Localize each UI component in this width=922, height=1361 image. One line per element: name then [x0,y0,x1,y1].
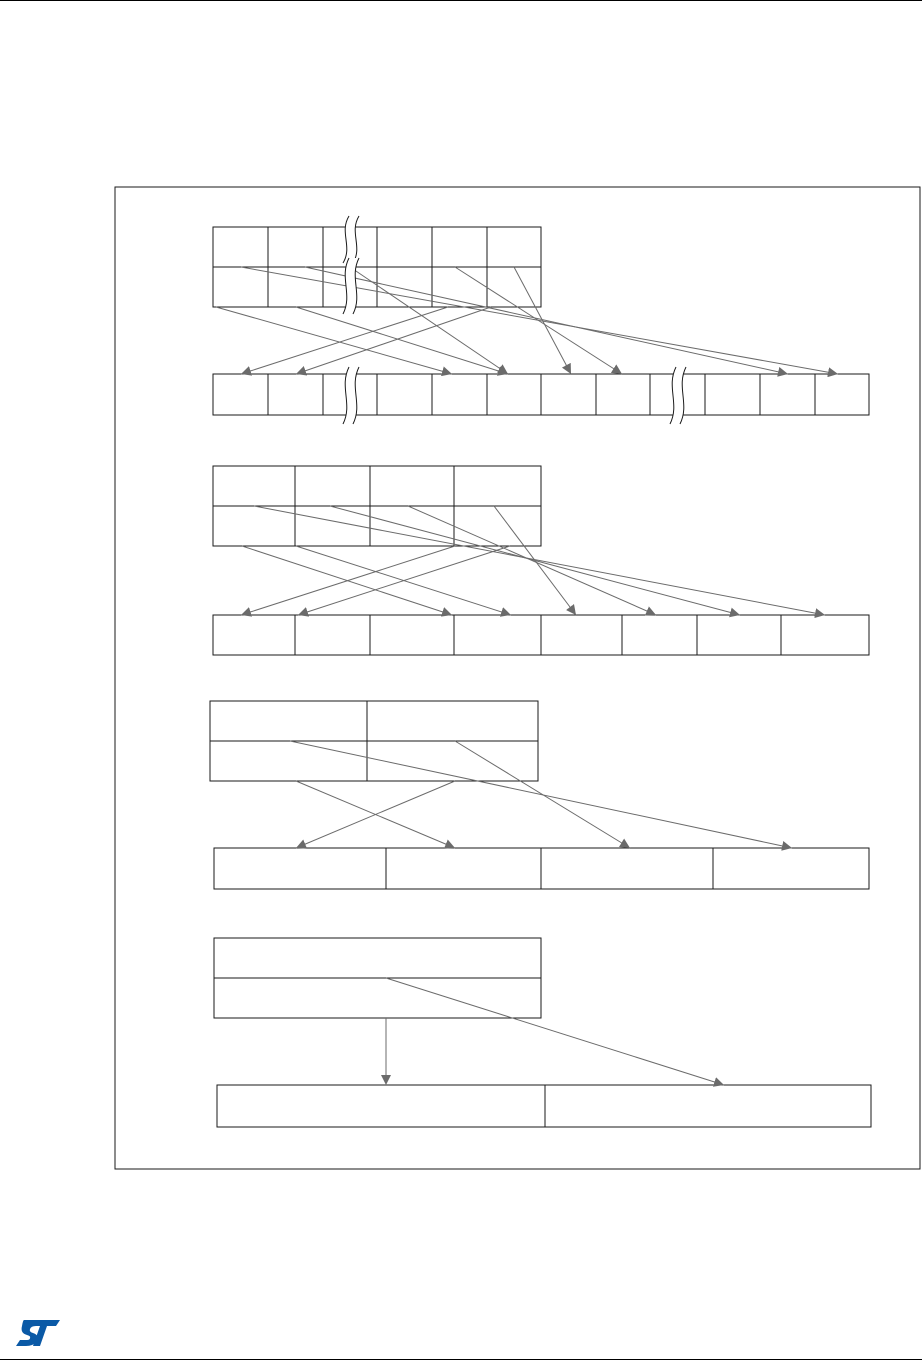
target-cell [377,374,432,415]
target-cell [370,615,454,655]
mapping-arrow [386,978,724,1085]
source-cell [377,267,432,307]
target-cell [760,374,815,415]
st-logo-icon [14,1318,62,1348]
source-cell [295,466,370,506]
mapping-arrow [296,307,491,374]
source-cell [214,938,541,978]
target-cell [541,615,622,655]
source-cell [377,227,432,267]
target-cell [541,374,596,415]
source-cell [370,506,454,546]
source-cell [367,741,538,781]
target-cell [217,1085,545,1127]
target-cell [697,615,781,655]
target-cell [386,848,541,889]
source-cell [487,227,541,267]
target-cell [596,374,650,415]
target-cell [541,848,713,889]
target-cell [487,374,541,415]
target-cell [713,848,869,889]
source-cell [432,227,487,267]
source-cell [454,466,541,506]
mapping-arrow [514,267,571,374]
source-cell [210,741,367,781]
source-cell [213,466,295,506]
target-cell [213,374,268,415]
source-cell [367,701,538,741]
target-cell [432,374,487,415]
target-cell [781,615,869,655]
mapping-arrow [296,307,508,374]
source-cell [487,267,541,307]
source-cell [370,466,454,506]
target-cell [295,615,370,655]
target-cell [545,1085,871,1127]
figure-frame [115,187,920,1169]
source-cell [213,506,295,546]
source-cell [213,267,268,307]
source-cell [268,227,323,267]
source-cell [213,227,268,267]
footer-rule [0,1359,922,1360]
mapping-arrow [305,267,788,374]
target-cell [213,615,295,655]
source-cell [454,506,541,546]
target-cell [705,374,760,415]
target-cell [622,615,697,655]
source-cell [210,701,367,741]
target-cell [454,615,541,655]
target-cell [815,374,869,415]
mapping-arrow [455,741,630,848]
target-cell [214,848,386,889]
target-cell [268,374,323,415]
mapping-arrow [290,741,792,848]
